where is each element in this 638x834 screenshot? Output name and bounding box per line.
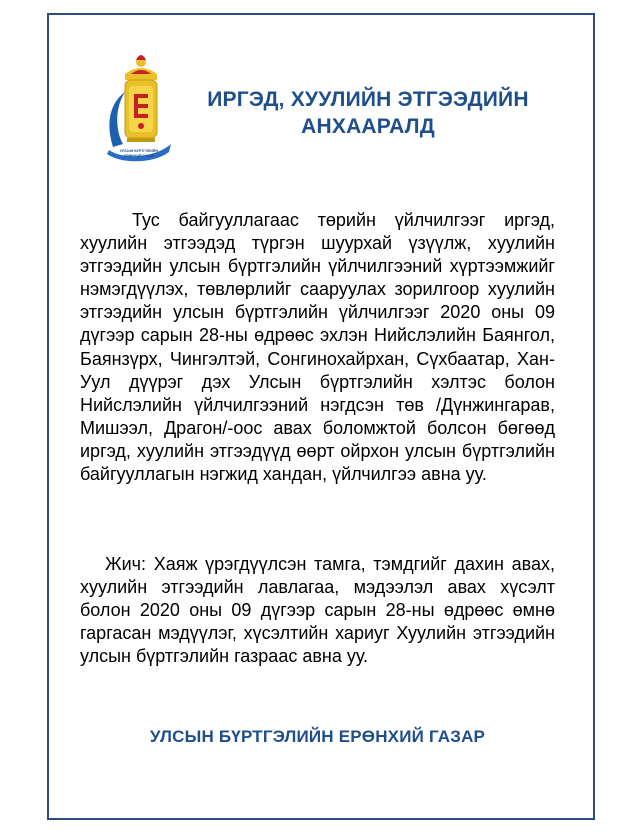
notice-title	[178, 86, 558, 140]
svg-text:УЛСЫН БҮРТГЭЛИЙН: УЛСЫН БҮРТГЭЛИЙН	[119, 149, 159, 153]
notice-signature: УЛСЫН БҮРТГЭЛИЙН ЕРӨНХИЙ ГАЗАР	[149, 727, 486, 746]
state-registration-emblem-icon	[103, 52, 175, 164]
svg-text:ЕРӨНХИЙ ГАЗАР: ЕРӨНХИЙ ГАЗАР	[123, 154, 155, 158]
notice-title-line1: ИРГЭД, ХУУЛИЙН ЭТГЭЭДИЙН	[207, 88, 529, 111]
notice-paragraph-main: Тус байгууллагаас төрийн үйлчилгээг иргэд, хуулийн этгээдэд түргэн шуурхай үзүүлж, хуулийн этгээдийн улсын бүртгэлийн үйлчилгээний хүртээмжийг нэмэгдүүлэх, төвлөрлийг сааруулах зорилгоор хуулийн этгээдийн улсын бүртгэлийн үйлчилгээг 2020 оны 09 дүгээр сарын 28-ны өдрөөс эхлэн Нийслэлийн Баянгол, Баянзүрх, Чингэлтэй, Сонгинохайрхан, Сүхбаатар, Хан-Уул дүүрэг дэх Улсын бүртгэлийн хэлтэс болон Нийслэлийн үйлчилгээний нэгдсэн төв /Дүнжингарав, Мишээл, Драгон/-оос авах боломжтой болсон бөгөөд иргэд, хуулийн этгээдүүд өөрт ойрхон улсын бүртгэлийн байгууллагын нэгжид хандан, үйлчилгээ авна уу.	[80, 210, 555, 485]
notice-paragraph-note: Жич: Хаяж үрэгдүүлсэн тамга, тэмдгийг дахин авах, хуулийн этгээдийн лавлагаа, мэдээлэл авах хүсэлт болон 2020 оны 09 дүгээр сарын 28-ны өдрөөс өмнө гаргасан мэдүүлэг, хүсэлтийн хариуг Хуулийн этгээдийн улсын бүртгэлийн газраас авна уу.	[80, 554, 555, 667]
notice-title-line2: АНХААРАЛД	[301, 115, 435, 138]
